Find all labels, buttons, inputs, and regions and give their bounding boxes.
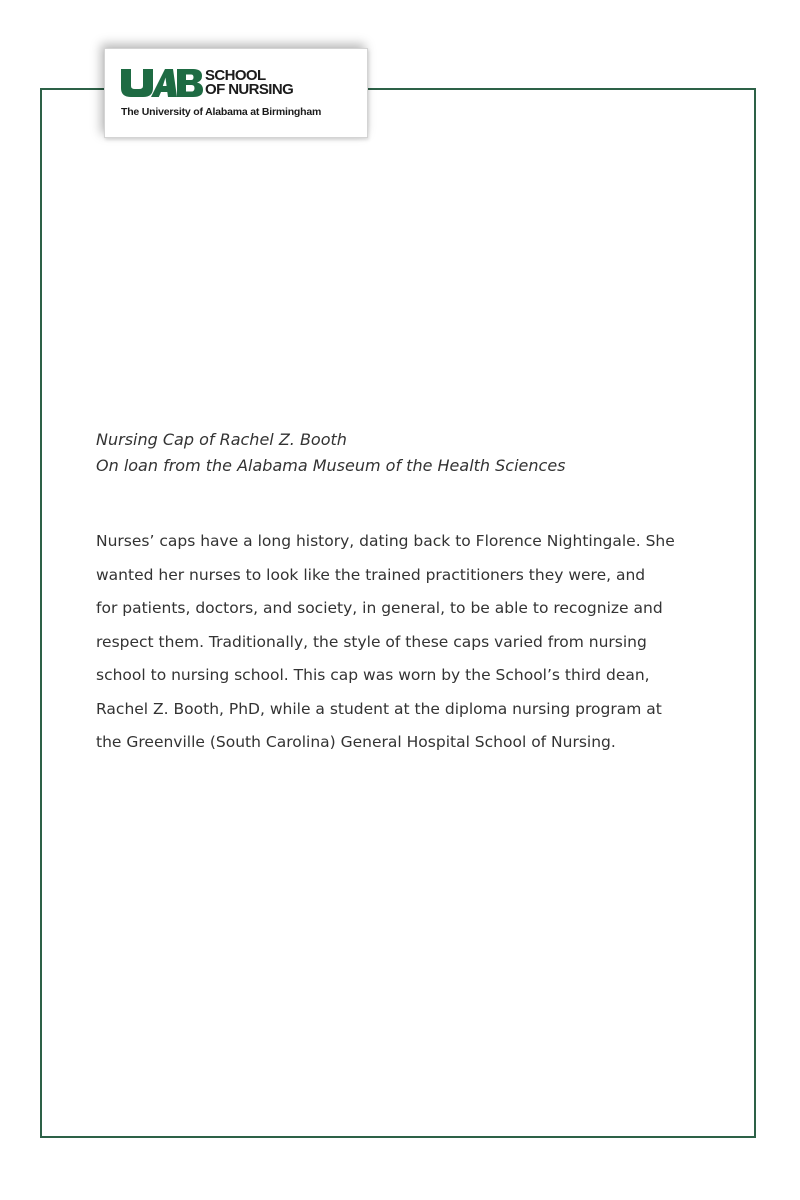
caption-title: Nursing Cap of Rachel Z. Booth [96,430,347,449]
paragraph-line: respect them. Traditionally, the style of these caps varied from nursing [96,632,647,651]
paragraph-line: school to nursing school. This cap was worn by the School’s third dean, [96,666,650,684]
school-of-nursing-wordmark: SCHOOL OF NURSING [205,67,294,98]
paragraph-line: for patients, doctors, and society, in general, to be able to recognize and [96,599,663,617]
logo-card [104,48,368,138]
paragraph-line: Rachel Z. Booth, PhD, while a student at the diploma nursing program at [96,699,662,718]
paragraph-line: Nurses’ caps have a long history, dating back to Florence Nightingale. She [96,532,675,550]
description-paragraph [96,525,736,760]
university-name: The University of Alabama at Birmingham [121,106,322,118]
caption-subtitle: On loan from the Alabama Museum of the Health Sciences [96,456,566,475]
paragraph-line: the Greenville (South Carolina) General Hospital School of Nursing. [96,733,616,751]
artifact-caption [96,427,716,479]
paragraph-line: wanted her nurses to look like the trained practitioners they were, and [96,565,646,584]
uab-logo-mark [121,69,203,97]
